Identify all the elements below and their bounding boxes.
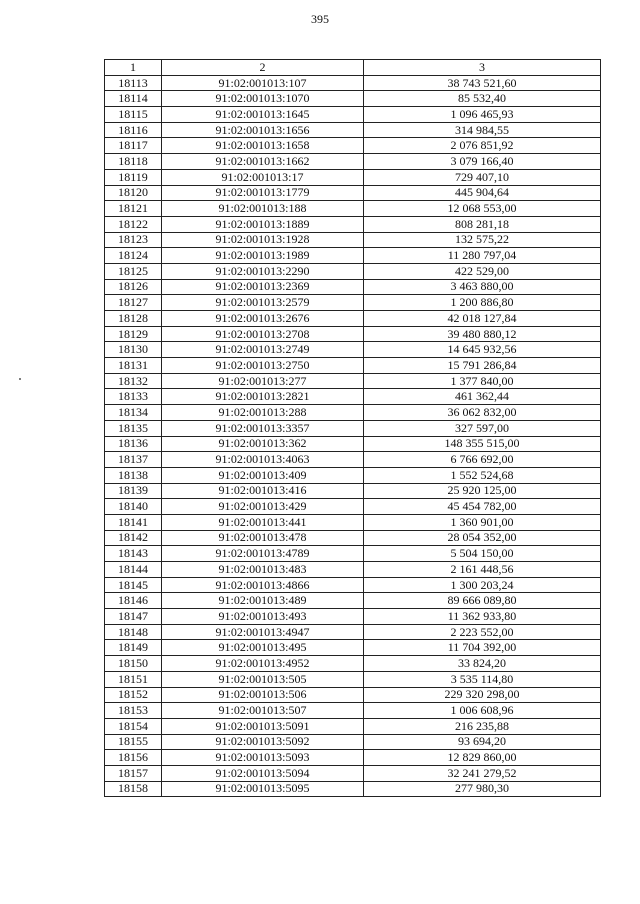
row-number-cell: 18116 <box>105 122 162 138</box>
value-cell: 1 096 465,93 <box>364 107 601 123</box>
table-row <box>105 781 601 797</box>
table-row <box>105 295 601 311</box>
table-row <box>105 232 601 248</box>
value-cell: 1 006 608,96 <box>364 703 601 719</box>
value-cell: 3 535 114,80 <box>364 671 601 687</box>
table-row <box>105 342 601 358</box>
value-cell: 1 200 886,80 <box>364 295 601 311</box>
cadastral-number-cell: 91:02:001013:1658 <box>162 138 364 154</box>
value-cell: 229 320 298,00 <box>364 687 601 703</box>
header-col-1: 1 <box>105 60 162 76</box>
row-number-cell: 18146 <box>105 593 162 609</box>
value-cell: 39 480 880,12 <box>364 326 601 342</box>
row-number-cell: 18115 <box>105 107 162 123</box>
cadastral-number-cell: 91:02:001013:489 <box>162 593 364 609</box>
table-row <box>105 169 601 185</box>
table-row <box>105 562 601 578</box>
table-row <box>105 263 601 279</box>
table-row <box>105 640 601 656</box>
cadastral-number-cell: 91:02:001013:2369 <box>162 279 364 295</box>
cadastral-number-cell: 91:02:001013:1928 <box>162 232 364 248</box>
value-cell: 3 463 880,00 <box>364 279 601 295</box>
row-number-cell: 18128 <box>105 311 162 327</box>
value-cell: 28 054 352,00 <box>364 530 601 546</box>
table-row <box>105 75 601 91</box>
row-number-cell: 18134 <box>105 405 162 421</box>
row-number-cell: 18121 <box>105 201 162 217</box>
row-number-cell: 18147 <box>105 609 162 625</box>
row-number-cell: 18155 <box>105 734 162 750</box>
cadastral-number-cell: 91:02:001013:1889 <box>162 216 364 232</box>
cadastral-number-cell: 91:02:001013:1645 <box>162 107 364 123</box>
table-row <box>105 514 601 530</box>
value-cell: 1 552 524,68 <box>364 467 601 483</box>
value-cell: 6 766 692,00 <box>364 452 601 468</box>
table-row <box>105 279 601 295</box>
row-number-cell: 18135 <box>105 420 162 436</box>
table-row <box>105 107 601 123</box>
value-cell: 808 281,18 <box>364 216 601 232</box>
value-cell: 327 597,00 <box>364 420 601 436</box>
cadastral-number-cell: 91:02:001013:2579 <box>162 295 364 311</box>
cadastral-number-cell: 91:02:001013:2821 <box>162 389 364 405</box>
value-cell: 12 068 553,00 <box>364 201 601 217</box>
cadastral-number-cell: 91:02:001013:5095 <box>162 781 364 797</box>
table-row <box>105 389 601 405</box>
cadastral-number-cell: 91:02:001013:1070 <box>162 91 364 107</box>
value-cell: 32 241 279,52 <box>364 765 601 781</box>
row-number-cell: 18149 <box>105 640 162 656</box>
cadastral-number-cell: 91:02:001013:2676 <box>162 311 364 327</box>
table-row <box>105 420 601 436</box>
table-row <box>105 91 601 107</box>
table-row <box>105 765 601 781</box>
table-row <box>105 326 601 342</box>
table-row <box>105 671 601 687</box>
row-number-cell: 18140 <box>105 499 162 515</box>
table-row <box>105 248 601 264</box>
cadastral-number-cell: 91:02:001013:5091 <box>162 718 364 734</box>
row-number-cell: 18154 <box>105 718 162 734</box>
cadastral-number-cell: 91:02:001013:505 <box>162 671 364 687</box>
value-cell: 2 076 851,92 <box>364 138 601 154</box>
row-number-cell: 18139 <box>105 483 162 499</box>
table-header <box>105 60 601 76</box>
value-cell: 36 062 832,00 <box>364 405 601 421</box>
table-row <box>105 405 601 421</box>
row-number-cell: 18150 <box>105 656 162 672</box>
value-cell: 1 377 840,00 <box>364 373 601 389</box>
table-row <box>105 530 601 546</box>
row-number-cell: 18158 <box>105 781 162 797</box>
value-cell: 729 407,10 <box>364 169 601 185</box>
table-row <box>105 138 601 154</box>
value-cell: 314 984,55 <box>364 122 601 138</box>
header-col-2: 2 <box>162 60 364 76</box>
row-number-cell: 18124 <box>105 248 162 264</box>
table-row <box>105 499 601 515</box>
row-number-cell: 18142 <box>105 530 162 546</box>
value-cell: 216 235,88 <box>364 718 601 734</box>
cadastral-number-cell: 91:02:001013:483 <box>162 562 364 578</box>
row-number-cell: 18136 <box>105 436 162 452</box>
row-number-cell: 18117 <box>105 138 162 154</box>
value-cell: 93 694,20 <box>364 734 601 750</box>
cadastral-number-cell: 91:02:001013:4947 <box>162 624 364 640</box>
value-cell: 148 355 515,00 <box>364 436 601 452</box>
table-row <box>105 656 601 672</box>
row-number-cell: 18122 <box>105 216 162 232</box>
header-row <box>105 60 601 76</box>
table-row <box>105 624 601 640</box>
row-number-cell: 18151 <box>105 671 162 687</box>
header-col-3: 3 <box>364 60 601 76</box>
table-row <box>105 311 601 327</box>
cadastral-number-cell: 91:02:001013:495 <box>162 640 364 656</box>
table-row <box>105 609 601 625</box>
cadastral-number-cell: 91:02:001013:507 <box>162 703 364 719</box>
scan-speck <box>19 378 21 380</box>
table-body <box>105 75 601 797</box>
cadastral-number-cell: 91:02:001013:4952 <box>162 656 364 672</box>
cadastral-number-cell: 91:02:001013:362 <box>162 436 364 452</box>
value-cell: 445 904,64 <box>364 185 601 201</box>
table-row <box>105 718 601 734</box>
table-row <box>105 436 601 452</box>
table-row <box>105 201 601 217</box>
cadastral-number-cell: 91:02:001013:5092 <box>162 734 364 750</box>
table-row <box>105 122 601 138</box>
table-row <box>105 185 601 201</box>
value-cell: 12 829 860,00 <box>364 750 601 766</box>
table-row <box>105 154 601 170</box>
table-row <box>105 483 601 499</box>
row-number-cell: 18145 <box>105 577 162 593</box>
row-number-cell: 18157 <box>105 765 162 781</box>
value-cell: 11 280 797,04 <box>364 248 601 264</box>
value-cell: 85 532,40 <box>364 91 601 107</box>
row-number-cell: 18126 <box>105 279 162 295</box>
row-number-cell: 18130 <box>105 342 162 358</box>
row-number-cell: 18141 <box>105 514 162 530</box>
value-cell: 3 079 166,40 <box>364 154 601 170</box>
cadastral-number-cell: 91:02:001013:4063 <box>162 452 364 468</box>
page-number: 395 <box>311 12 329 26</box>
cadastral-number-cell: 91:02:001013:4866 <box>162 577 364 593</box>
cadastral-number-cell: 91:02:001013:493 <box>162 609 364 625</box>
value-cell: 277 980,30 <box>364 781 601 797</box>
row-number-cell: 18127 <box>105 295 162 311</box>
value-cell: 2 223 552,00 <box>364 624 601 640</box>
row-number-cell: 18114 <box>105 91 162 107</box>
table-row <box>105 687 601 703</box>
row-number-cell: 18137 <box>105 452 162 468</box>
table-row <box>105 373 601 389</box>
value-cell: 132 575,22 <box>364 232 601 248</box>
value-cell: 14 645 932,56 <box>364 342 601 358</box>
value-cell: 38 743 521,60 <box>364 75 601 91</box>
value-cell: 45 454 782,00 <box>364 499 601 515</box>
row-number-cell: 18113 <box>105 75 162 91</box>
row-number-cell: 18143 <box>105 546 162 562</box>
row-number-cell: 18144 <box>105 562 162 578</box>
cadastral-number-cell: 91:02:001013:1662 <box>162 154 364 170</box>
value-cell: 25 920 125,00 <box>364 483 601 499</box>
table-row <box>105 734 601 750</box>
cadastral-number-cell: 91:02:001013:107 <box>162 75 364 91</box>
cadastral-number-cell: 91:02:001013:3357 <box>162 420 364 436</box>
table-row <box>105 750 601 766</box>
cadastral-number-cell: 91:02:001013:4789 <box>162 546 364 562</box>
cadastral-number-cell: 91:02:001013:441 <box>162 514 364 530</box>
cadastral-number-cell: 91:02:001013:409 <box>162 467 364 483</box>
registry-table <box>104 59 601 797</box>
value-cell: 15 791 286,84 <box>364 358 601 374</box>
cadastral-number-cell: 91:02:001013:288 <box>162 405 364 421</box>
value-cell: 33 824,20 <box>364 656 601 672</box>
table-row <box>105 452 601 468</box>
cadastral-number-cell: 91:02:001013:506 <box>162 687 364 703</box>
value-cell: 1 360 901,00 <box>364 514 601 530</box>
cadastral-number-cell: 91:02:001013:5094 <box>162 765 364 781</box>
cadastral-number-cell: 91:02:001013:2749 <box>162 342 364 358</box>
value-cell: 11 362 933,80 <box>364 609 601 625</box>
table-row <box>105 358 601 374</box>
table-row <box>105 546 601 562</box>
row-number-cell: 18125 <box>105 263 162 279</box>
value-cell: 11 704 392,00 <box>364 640 601 656</box>
row-number-cell: 18123 <box>105 232 162 248</box>
cadastral-number-cell: 91:02:001013:277 <box>162 373 364 389</box>
cadastral-number-cell: 91:02:001013:2708 <box>162 326 364 342</box>
value-cell: 42 018 127,84 <box>364 311 601 327</box>
value-cell: 422 529,00 <box>364 263 601 279</box>
table-row <box>105 467 601 483</box>
cadastral-number-cell: 91:02:001013:429 <box>162 499 364 515</box>
cadastral-number-cell: 91:02:001013:5093 <box>162 750 364 766</box>
row-number-cell: 18133 <box>105 389 162 405</box>
value-cell: 1 300 203,24 <box>364 577 601 593</box>
cadastral-number-cell: 91:02:001013:1656 <box>162 122 364 138</box>
table-row <box>105 216 601 232</box>
cadastral-number-cell: 91:02:001013:478 <box>162 530 364 546</box>
cadastral-number-cell: 91:02:001013:1989 <box>162 248 364 264</box>
table-row <box>105 593 601 609</box>
row-number-cell: 18138 <box>105 467 162 483</box>
value-cell: 89 666 089,80 <box>364 593 601 609</box>
value-cell: 461 362,44 <box>364 389 601 405</box>
cadastral-number-cell: 91:02:001013:416 <box>162 483 364 499</box>
row-number-cell: 18152 <box>105 687 162 703</box>
value-cell: 2 161 448,56 <box>364 562 601 578</box>
row-number-cell: 18118 <box>105 154 162 170</box>
table-row <box>105 703 601 719</box>
value-cell: 5 504 150,00 <box>364 546 601 562</box>
cadastral-number-cell: 91:02:001013:188 <box>162 201 364 217</box>
cadastral-number-cell: 91:02:001013:2290 <box>162 263 364 279</box>
row-number-cell: 18129 <box>105 326 162 342</box>
cadastral-number-cell: 91:02:001013:1779 <box>162 185 364 201</box>
row-number-cell: 18132 <box>105 373 162 389</box>
cadastral-number-cell: 91:02:001013:17 <box>162 169 364 185</box>
row-number-cell: 18148 <box>105 624 162 640</box>
row-number-cell: 18119 <box>105 169 162 185</box>
row-number-cell: 18156 <box>105 750 162 766</box>
table-row <box>105 577 601 593</box>
row-number-cell: 18131 <box>105 358 162 374</box>
cadastral-number-cell: 91:02:001013:2750 <box>162 358 364 374</box>
row-number-cell: 18153 <box>105 703 162 719</box>
row-number-cell: 18120 <box>105 185 162 201</box>
